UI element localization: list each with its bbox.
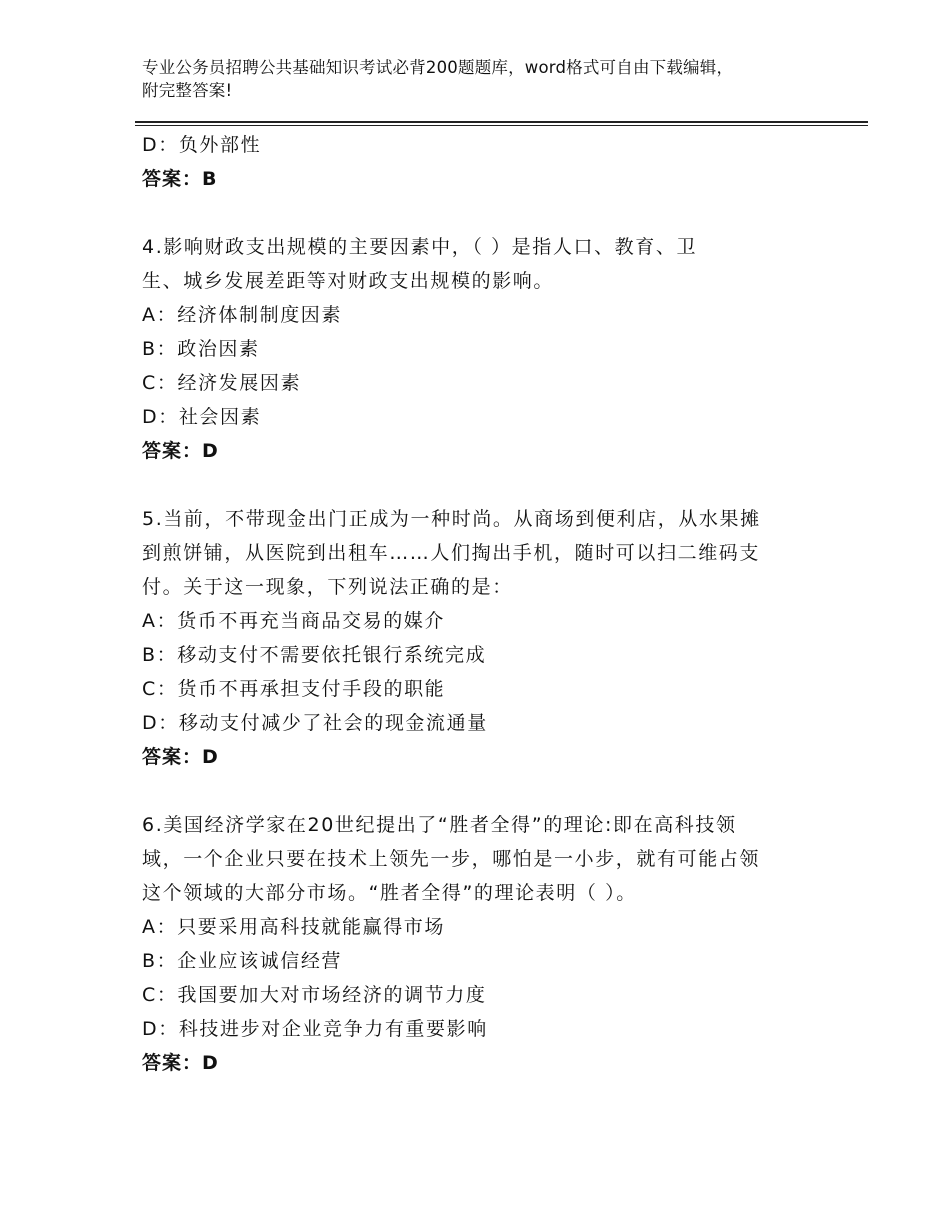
question-4 (142, 230, 812, 468)
question-stem-line: 4.影响财政支出规模的主要因素中，（ ）是指人口、教育、卫 (142, 236, 698, 258)
option-b: B：移动支付不需要依托银行系统完成 (142, 644, 487, 666)
question-stem-line: 到煎饼铺，从医院到出租车……人们掏出手机，随时可以扫二维码支 (142, 542, 761, 564)
option-a: A：货币不再充当商品交易的媒介 (142, 610, 445, 632)
spacer (142, 774, 812, 808)
answer: 答案：D (142, 746, 219, 768)
header-rule-thin (135, 125, 868, 126)
option-d: D：科技进步对企业竞争力有重要影响 (142, 1018, 488, 1040)
option-c: C：我国要加大对市场经济的调节力度 (142, 984, 487, 1006)
question-stem-line: 域，一个企业只要在技术上领先一步，哪怕是一小步，就有可能占领 (142, 848, 761, 870)
answer: 答案：B (142, 168, 218, 190)
header-line-1: 专业公务员招聘公共基础知识考试必背200题题库，word格式可自由下载编辑， (142, 58, 734, 77)
option-b: B：政治因素 (142, 338, 260, 360)
question-list (142, 128, 812, 1080)
option-a: A：经济体制制度因素 (142, 304, 342, 326)
option-c: C：货币不再承担支付手段的职能 (142, 678, 446, 700)
spacer (142, 468, 812, 502)
option-c: C：经济发展因素 (142, 372, 302, 394)
question-6 (142, 808, 812, 1080)
question-stem-line: 6.美国经济学家在20世纪提出了“胜者全得”的理论:即在高科技领 (142, 814, 737, 836)
page-header (142, 56, 822, 102)
option-a: A：只要采用高科技就能赢得市场 (142, 916, 445, 938)
question-fragment-3 (142, 128, 812, 196)
question-stem-line: 5.当前，不带现金出门正成为一种时尚。从商场到便利店，从水果摊 (142, 508, 761, 530)
option-d: D：社会因素 (142, 406, 262, 428)
answer: 答案：D (142, 1052, 219, 1074)
option-b: B：企业应该诚信经营 (142, 950, 343, 972)
question-5 (142, 502, 812, 774)
header-line-2: 附完整答案! (142, 81, 233, 100)
option-d: D：移动支付减少了社会的现金流通量 (142, 712, 488, 734)
header-rule-thick (135, 121, 868, 123)
spacer (142, 196, 812, 230)
question-stem-line: 生、城乡发展差距等对财政支出规模的影响。 (142, 270, 555, 292)
option-d: D：负外部性 (142, 134, 262, 156)
question-stem-line: 付。关于这一现象，下列说法正确的是： (142, 576, 513, 598)
answer: 答案：D (142, 440, 219, 462)
question-stem-line: 这个领域的大部分市场。“胜者全得”的理论表明（ ）。 (142, 882, 637, 904)
